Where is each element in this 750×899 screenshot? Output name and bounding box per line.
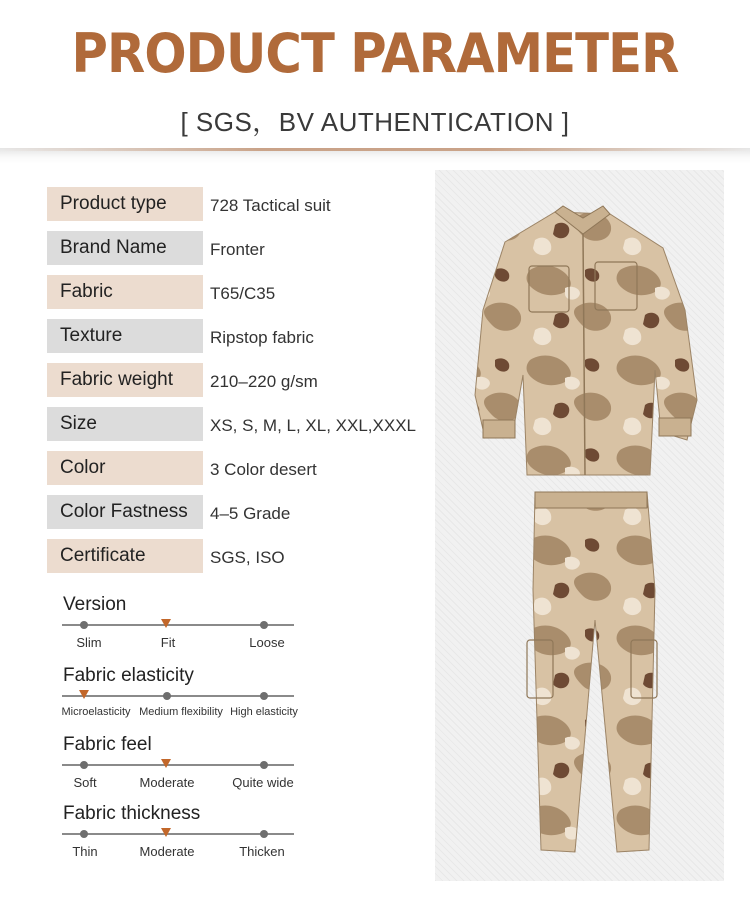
- scale-dot: [260, 621, 268, 629]
- param-label: Color Fastness: [47, 495, 203, 529]
- scale-selected-marker: [161, 759, 171, 768]
- page-title: PRODUCT PARAMETER: [71, 22, 679, 85]
- header-divider: [0, 148, 750, 151]
- scale-fabric-elasticity: [60, 665, 300, 725]
- scale-dot: [80, 830, 88, 838]
- scale-dot: [80, 761, 88, 769]
- param-label: Brand Name: [47, 231, 203, 265]
- scale-title: Fabric thickness: [63, 803, 201, 824]
- param-row-fabric: [47, 275, 427, 309]
- scale-dot: [163, 692, 171, 700]
- param-value: Fronter: [210, 240, 265, 259]
- scale-version: [60, 594, 300, 654]
- param-row-brand-name: [47, 231, 427, 265]
- scale-title: Fabric elasticity: [63, 665, 194, 686]
- scale-option: Moderate: [139, 844, 195, 859]
- param-row-product-type: [47, 187, 427, 221]
- scale-selected-marker: [161, 828, 171, 837]
- param-value: 4–5 Grade: [210, 504, 291, 523]
- scale-option: Thicken: [239, 844, 285, 859]
- param-label: Size: [47, 407, 203, 441]
- scale-option: High elasticity: [230, 706, 298, 718]
- param-label: Certificate: [47, 539, 203, 573]
- param-row-color-fastness: [47, 495, 427, 529]
- param-value: T65/C35: [210, 284, 276, 303]
- param-row-certificate: [47, 539, 427, 573]
- scale-option: Loose: [249, 635, 285, 650]
- param-value: Ripstop fabric: [210, 328, 314, 347]
- scale-option: Thin: [72, 844, 98, 859]
- param-value: 728 Tactical suit: [210, 196, 331, 215]
- scale-dot: [80, 621, 88, 629]
- scale-option: Microelasticity: [61, 706, 131, 718]
- scale-title: Version: [63, 594, 127, 615]
- scale-fabric-thickness: [60, 803, 300, 863]
- scale-title: Fabric feel: [63, 734, 152, 755]
- param-value: XS, S, M, L, XL, XXL,XXXL: [210, 416, 416, 435]
- param-row-size: [47, 407, 427, 441]
- scale-option: Soft: [73, 775, 97, 790]
- scale-fabric-feel: [60, 734, 300, 794]
- param-row-texture: [47, 319, 427, 353]
- scale-dot: [260, 692, 268, 700]
- param-label: Fabric weight: [47, 363, 203, 397]
- scale-option: Fit: [160, 635, 176, 650]
- scale-selected-marker: [161, 619, 171, 628]
- param-label: Texture: [47, 319, 203, 353]
- param-value: 3 Color desert: [210, 460, 317, 479]
- scale-dot: [260, 830, 268, 838]
- camouflage-suit-illustration: [435, 170, 724, 881]
- scale-selected-marker: [79, 690, 89, 699]
- param-label: Product type: [47, 187, 203, 221]
- param-row-color: [47, 451, 427, 485]
- param-value: 210–220 g/sm: [210, 372, 318, 391]
- scale-option: Medium flexibility: [139, 706, 223, 718]
- param-label: Fabric: [47, 275, 203, 309]
- param-label: Color: [47, 451, 203, 485]
- page-subtitle: [ SGS，BV AUTHENTICATION ]: [180, 107, 570, 137]
- scale-option: Moderate: [139, 775, 195, 790]
- product-photo: [435, 170, 724, 881]
- scale-dot: [260, 761, 268, 769]
- param-value: SGS, ISO: [210, 548, 285, 567]
- param-row-fabric-weight: [47, 363, 427, 397]
- scale-option: Slim: [76, 635, 102, 650]
- scale-option: Quite wide: [232, 775, 294, 790]
